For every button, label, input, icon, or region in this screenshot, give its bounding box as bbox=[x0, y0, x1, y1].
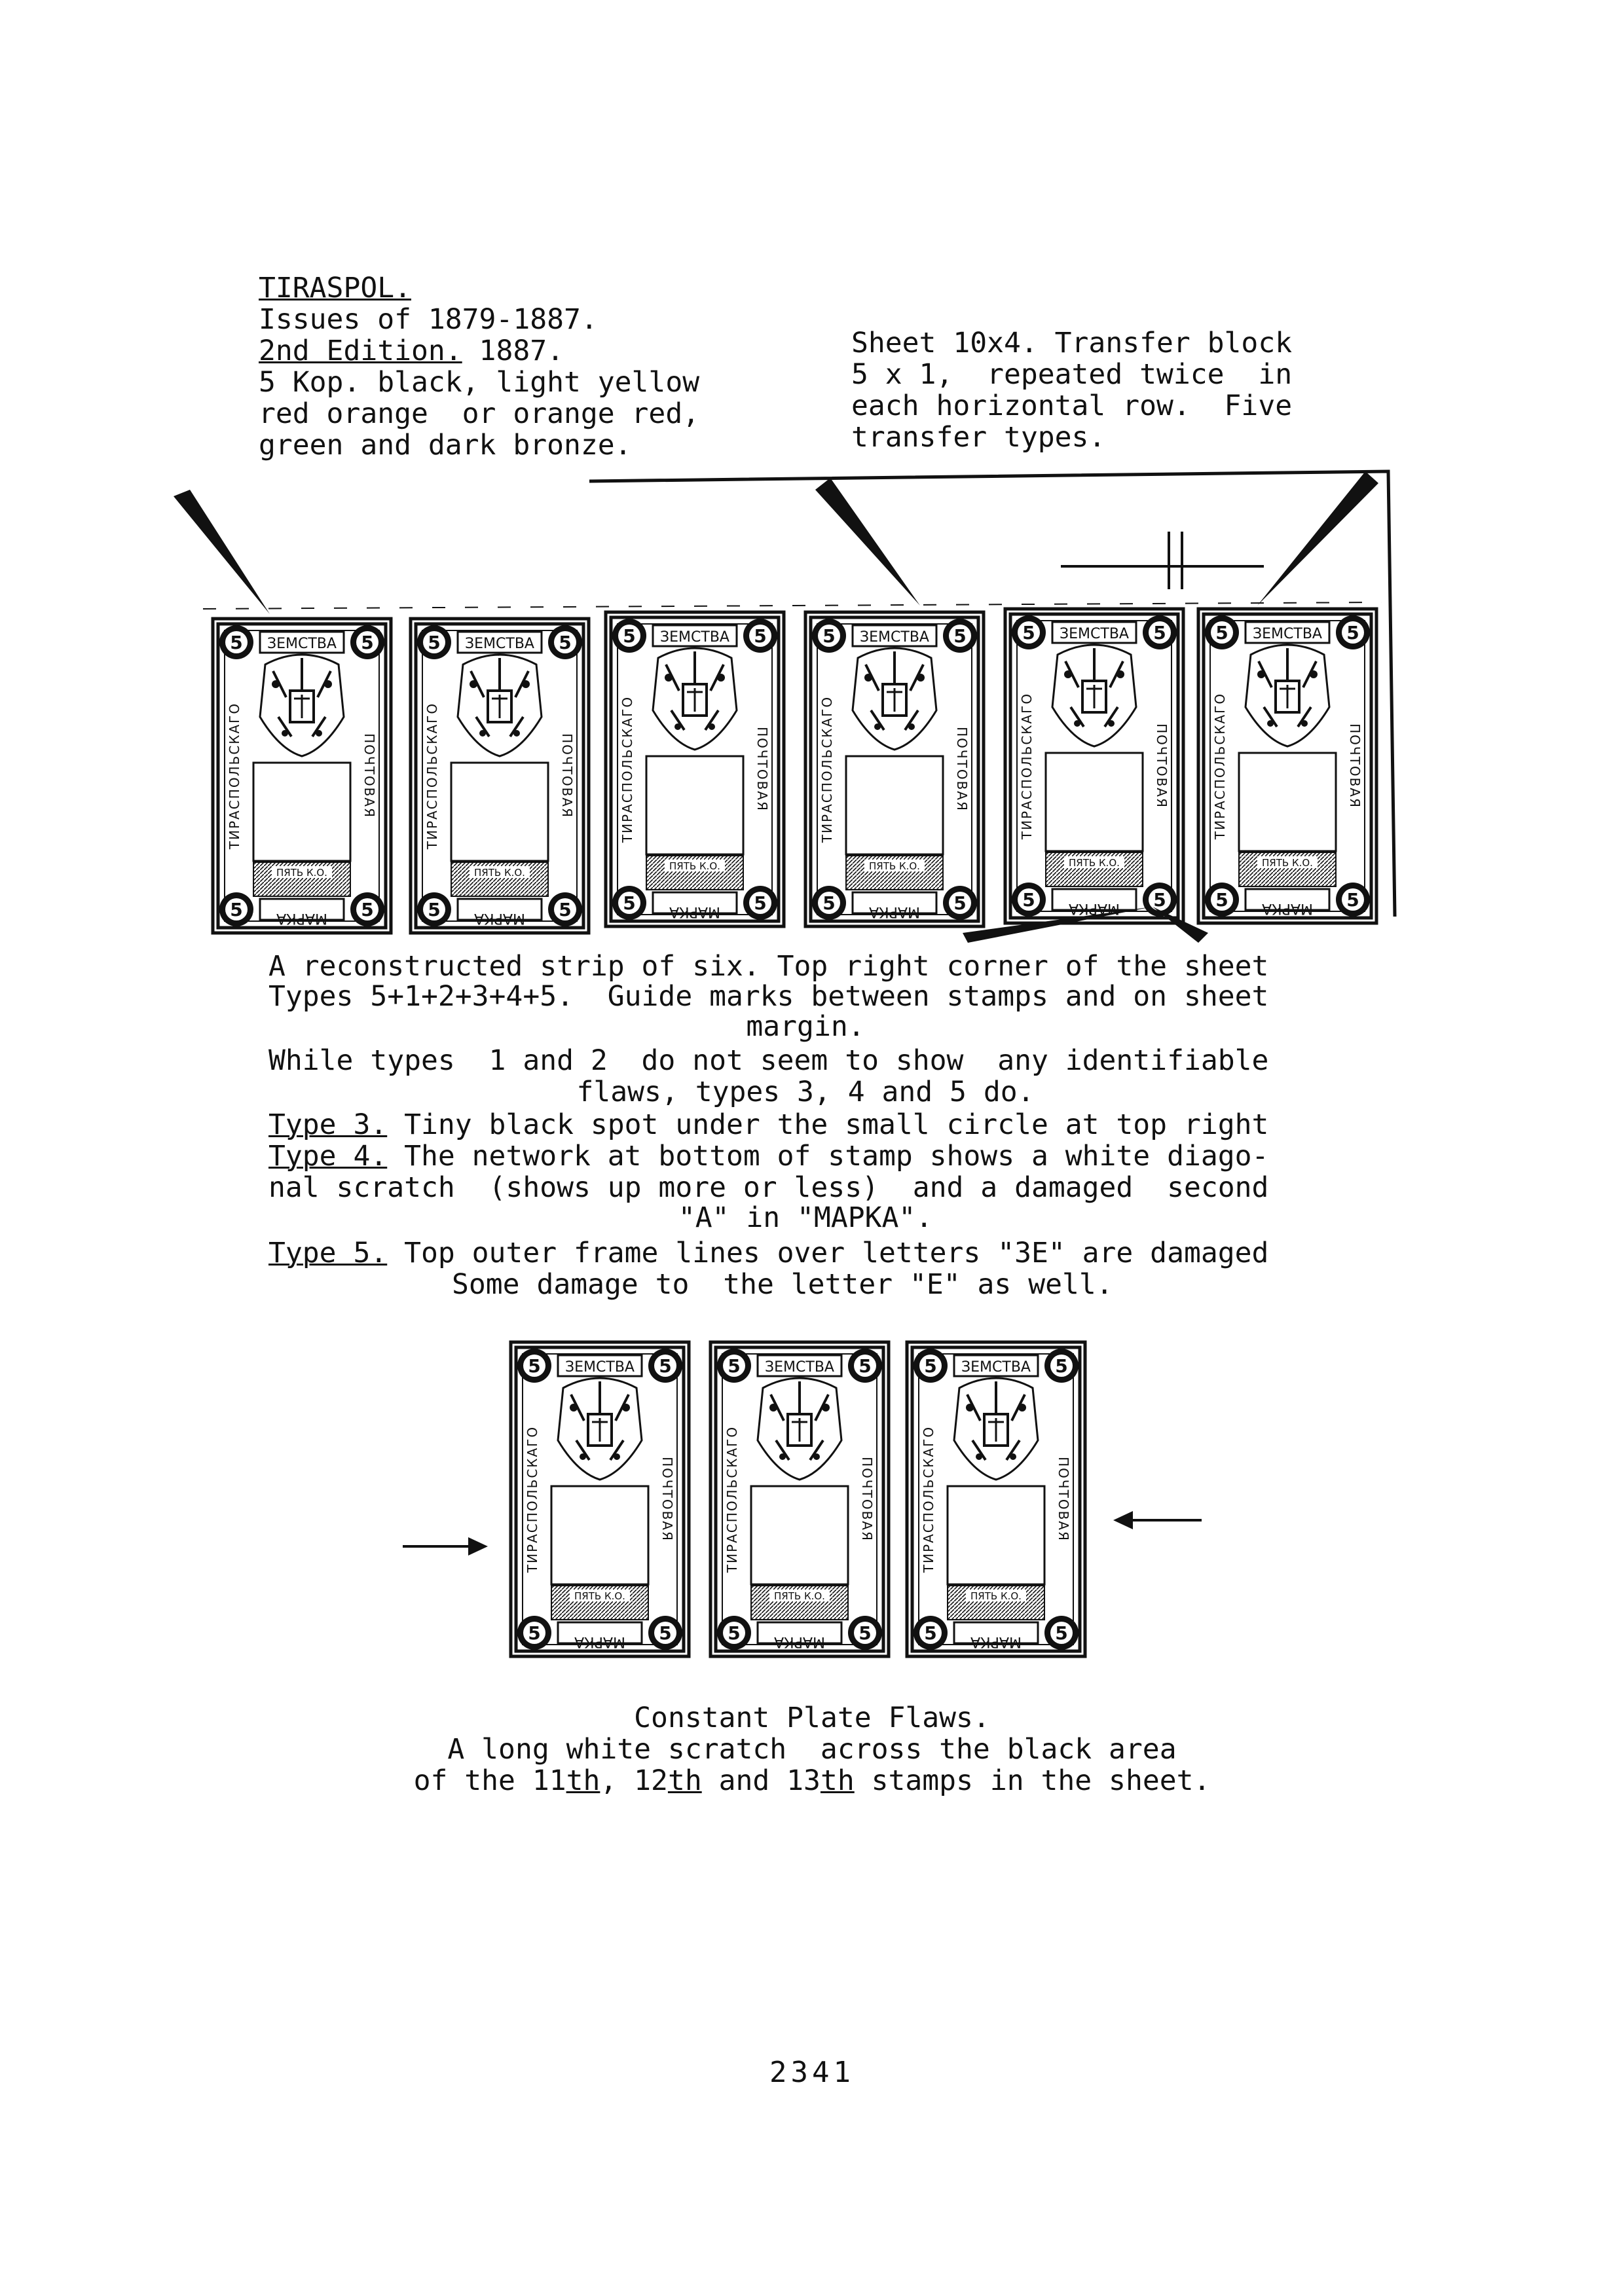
type-3-line: Type 3. Tiny black spot under the small circle at top right bbox=[268, 1108, 1269, 1141]
strip-caption-5: flaws, types 3, 4 and 5 do. bbox=[576, 1076, 1035, 1108]
flaw-stamps bbox=[403, 1342, 1202, 1656]
flaws-caption-1: Constant Plate Flaws. bbox=[634, 1702, 990, 1734]
strip-stamp-1 bbox=[213, 619, 391, 933]
page-number: 2341 bbox=[769, 2056, 855, 2089]
desc-line-1: 5 Kop. black, light yellow bbox=[259, 366, 700, 399]
type-5-label: Type 5. bbox=[268, 1237, 388, 1269]
flaw-stamp-12 bbox=[710, 1342, 889, 1656]
desc-line-2: red orange or orange red, bbox=[259, 397, 700, 430]
flaws-caption-3: of the 11th, 12th and 13th stamps in the sheet. bbox=[413, 1764, 1211, 1797]
pointer-stamp-4 bbox=[815, 478, 920, 606]
type-4-line: Type 4. The network at bottom of stamp shows a white diago- bbox=[268, 1140, 1269, 1173]
strip-caption-2: Types 5+1+2+3+4+5. Guide marks between stamps and on sheet bbox=[268, 980, 1269, 1013]
arrow-right bbox=[468, 1537, 488, 1556]
stamp-strip bbox=[174, 471, 1395, 943]
strip-stamp-4 bbox=[805, 612, 984, 926]
sheet-info-line-3: each horizontal row. Five bbox=[851, 390, 1293, 422]
type-5-line-2: Some damage to the letter "E" as well. bbox=[452, 1268, 1113, 1301]
flaw-stamp-11 bbox=[511, 1342, 689, 1656]
issues-line: Issues of 1879-1887. bbox=[259, 303, 598, 336]
strip-caption-4: While types 1 and 2 do not seem to show any identifiable bbox=[268, 1044, 1269, 1077]
sheet-info-line-2: 5 x 1, repeated twice in bbox=[851, 358, 1293, 391]
strip-stamp-6 bbox=[1198, 609, 1376, 923]
type-4-line-2: nal scratch (shows up more or less) and a damaged second bbox=[268, 1171, 1269, 1204]
flaws-caption-2: A long white scratch across the black area bbox=[447, 1733, 1177, 1766]
type-5-line: Type 5. Top outer frame lines over letters "3E" are damaged bbox=[268, 1237, 1269, 1269]
type-3-label: Type 3. bbox=[268, 1108, 388, 1141]
strip-stamp-2 bbox=[411, 619, 589, 933]
strip-caption-1: A reconstructed strip of six. Top right corner of the sheet bbox=[268, 950, 1269, 983]
type-4-line-3: "A" in "MAPKA". bbox=[678, 1201, 933, 1234]
stamp-illustrations: 5 5 5 5 ЗЕМСТВА МАРКА ТИРАСПОЛЬСКАГО ПОЧТОВАЯ ПЯТЬ К.О. bbox=[0, 0, 1624, 2296]
type-4-label: Type 4. bbox=[268, 1140, 388, 1173]
flaw-stamp-13 bbox=[907, 1342, 1085, 1656]
sheet-info-line-4: transfer types. bbox=[851, 421, 1106, 454]
strip-stamp-5 bbox=[1005, 609, 1183, 923]
desc-line-3: green and dark bronze. bbox=[259, 429, 632, 462]
edition-year: 1887. bbox=[462, 335, 564, 367]
sheet-info-line-1: Sheet 10x4. Transfer block bbox=[851, 327, 1293, 359]
pointer-stamp-6 bbox=[1257, 471, 1378, 606]
edition-label: 2nd Edition. bbox=[259, 335, 462, 367]
strip-caption-3: margin. bbox=[746, 1010, 865, 1043]
arrow-left bbox=[1113, 1511, 1133, 1529]
title-text: TIRASPOL. bbox=[259, 272, 411, 304]
strip-stamp-3 bbox=[606, 612, 784, 926]
pointer-stamp-1 bbox=[174, 490, 270, 614]
